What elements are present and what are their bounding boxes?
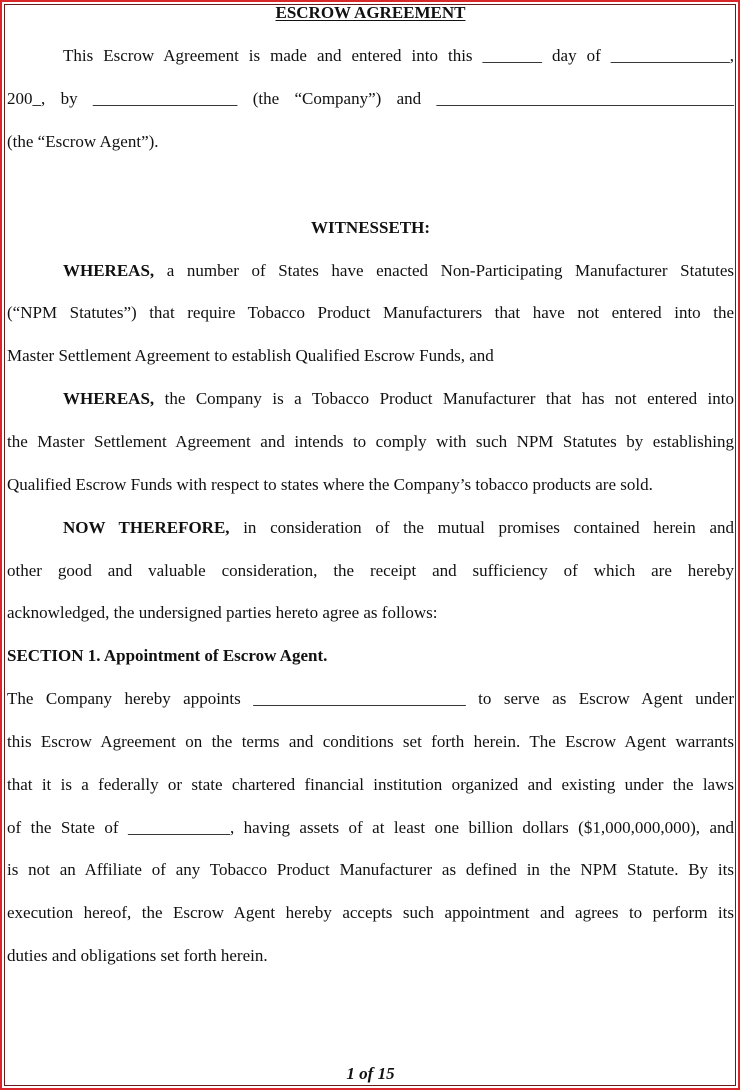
document-title: ESCROW AGREEMENT <box>275 3 466 22</box>
document-page <box>7 0 734 1090</box>
now-therefore-text-1: in consideration of the mutual promises contained herein and <box>229 518 734 537</box>
now-therefore-line-1 <box>7 517 734 539</box>
section1-line-7: duties and obligations set forth herein. <box>7 946 268 965</box>
whereas2-text-1: the Company is a Tobacco Product Manufacturer that has not entered into <box>154 389 734 408</box>
whereas2-line-1 <box>7 388 734 410</box>
whereas1-lead: WHEREAS, <box>63 261 155 280</box>
whereas1-line-1 <box>7 260 734 282</box>
whereas2-line-3: Qualified Escrow Funds with respect to states where the Company’s tobacco products are sold. <box>7 475 653 494</box>
whereas2-lead: WHEREAS, <box>63 389 155 408</box>
section1-line-5: is not an Affiliate of any Tobacco Product Manufacturer as defined in the NPM Statute. By its <box>7 860 734 879</box>
section1-line-2: this Escrow Agreement on the terms and conditions set forth herein. The Escrow Agent warrants <box>7 732 734 751</box>
section1-line-3: that it is a federally or state chartered financial institution organized and existing under the laws <box>7 775 734 794</box>
now-therefore-line-3: acknowledged, the undersigned parties hereto agree as follows: <box>7 603 438 622</box>
now-therefore-line-2: other good and valuable consideration, the receipt and sufficiency of which are hereby <box>7 561 734 580</box>
section1-line-1: The Company hereby appoints _________________________ to serve as Escrow Agent under <box>7 689 734 708</box>
page-number: 1 of 15 <box>346 1064 395 1083</box>
witnesseth-heading: WITNESSETH: <box>310 218 431 237</box>
whereas1-line-2: (“NPM Statutes”) that require Tobacco Product Manufacturers that have not entered into the <box>7 303 734 322</box>
section1-line-4: of the State of ____________, having assets of at least one billion dollars ($1,000,000,000), and <box>7 818 734 837</box>
intro-line-2: 200_, by _________________ (the “Company”) and ___________________________________ <box>7 89 734 108</box>
now-therefore-lead: NOW THEREFORE, <box>63 518 230 537</box>
intro-line-1: This Escrow Agreement is made and entered into this _______ day of ______________, <box>63 46 734 65</box>
section1-line-6: execution hereof, the Escrow Agent hereby accepts such appointment and agrees to perform its <box>7 903 734 922</box>
intro-line-3: (the “Escrow Agent”). <box>7 132 159 151</box>
section1-heading: SECTION 1. Appointment of Escrow Agent. <box>7 646 328 665</box>
whereas1-text-1: a number of States have enacted Non-Participating Manufacturer Statutes <box>154 261 734 280</box>
whereas1-line-3: Master Settlement Agreement to establish Qualified Escrow Funds, and <box>7 346 494 365</box>
whereas2-line-2: the Master Settlement Agreement and intends to comply with such NPM Statutes by establishing <box>7 432 734 451</box>
